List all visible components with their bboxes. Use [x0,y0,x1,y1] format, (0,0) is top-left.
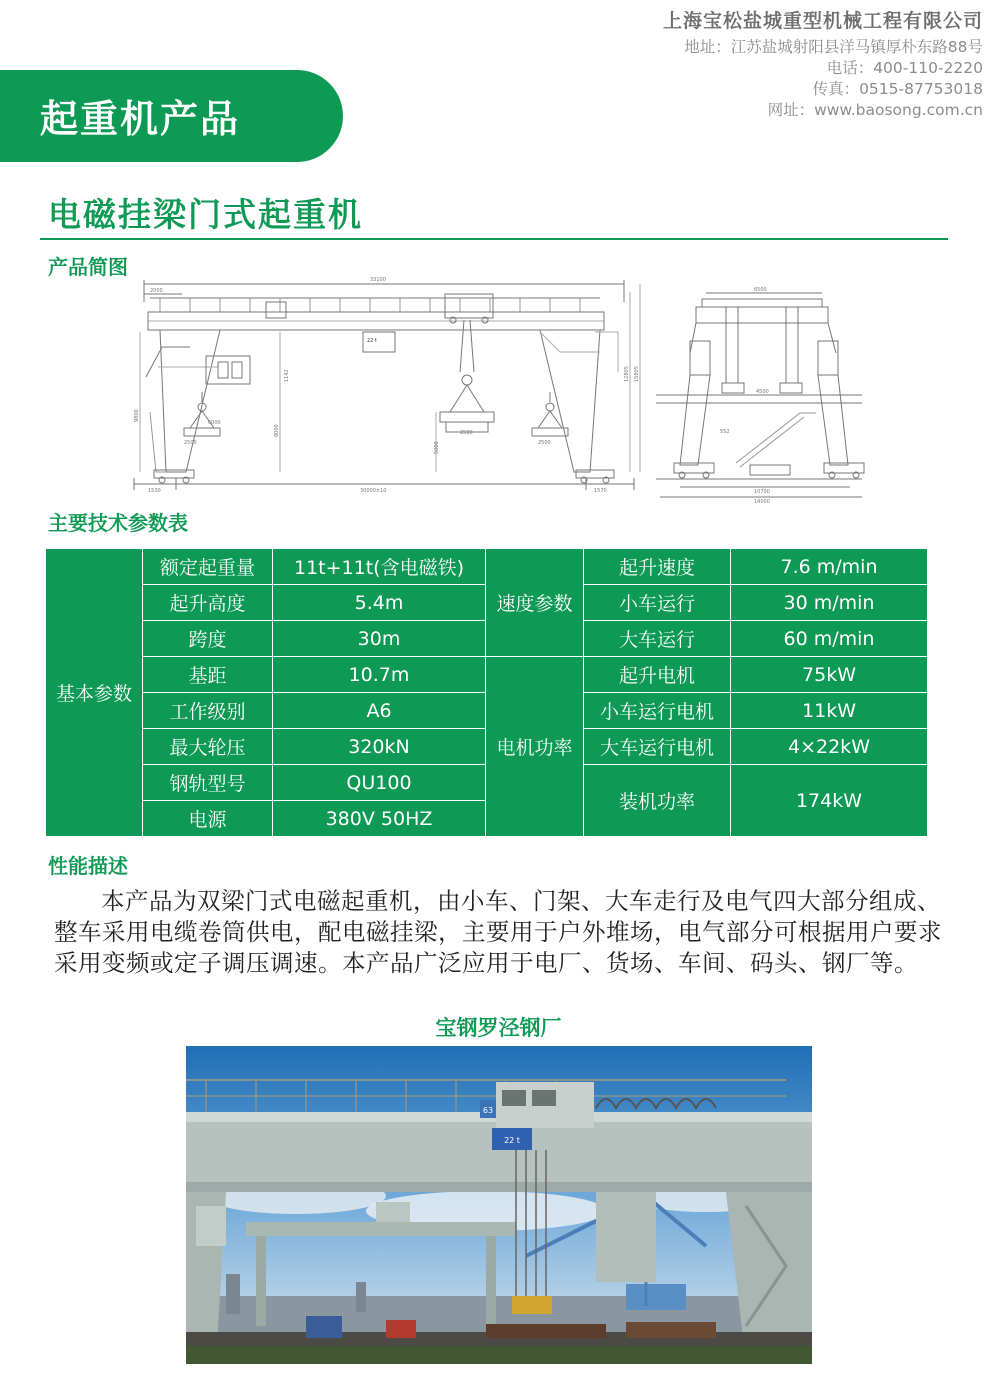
spec-table [45,548,928,837]
spec-label: 小车运行电机 [584,693,731,729]
spec-value: 11kW [731,693,928,729]
front-dim-2500a: 2500 [184,440,197,446]
front-dim-bottom-span: 30000±10 [360,488,387,494]
spec-label: 起升速度 [584,549,731,585]
front-dim-height-right2: 15805 [634,366,640,382]
company-phone: 电话：400-110-2220 [826,59,983,77]
photo-caption: 宝钢罗泾钢厂 [435,1016,562,1040]
front-girder-plate: 22 t [367,338,377,344]
front-dim-height-mid: 1142 [284,369,290,382]
front-dim-height-mid3: 5000 [434,441,440,454]
spec-value: 11t+11t(含电磁铁) [273,549,486,585]
spec-label: 额定起重量 [143,549,273,585]
front-dim-2500b: 2500 [460,430,473,436]
front-dim-2500c: 2500 [538,440,551,446]
front-dim-height-left: 9800 [134,409,140,422]
spec-label: 起升高度 [143,585,273,621]
section-performance-title: 性能描述 [48,854,128,878]
front-dim-height-right: 12805 [624,366,630,382]
crane-number: 63 [482,1106,494,1115]
spec-value: 30 m/min [731,585,928,621]
company-name: 上海宝松盐城重型机械工程有限公司 [662,10,983,32]
spec-value: A6 [273,693,486,729]
front-dim-total: 33100 [370,277,386,283]
spec-label: 大车运行电机 [584,729,731,765]
spec-value: 10.7m [273,657,486,693]
spec-value: 174kW [731,765,928,837]
spec-value: 60 m/min [731,621,928,657]
crane-site-photo [186,1046,812,1364]
title-divider [40,238,948,240]
spec-value: QU100 [273,765,486,801]
side-dim-mid: 4500 [756,389,769,395]
group-basic-cell: 基本参数 [46,549,143,837]
front-dim-height-mid2: 8000 [274,424,280,437]
spec-value: 5.4m [273,585,486,621]
spec-label: 装机功率 [584,765,731,837]
spec-label: 起升电机 [584,657,731,693]
front-dim-bottom-right: 1570 [594,488,607,494]
spec-value: 320kN [273,729,486,765]
product-title: 电磁挂梁门式起重机 [48,195,363,234]
table-row [46,657,928,693]
spec-value: 7.6 m/min [731,549,928,585]
front-dim-bottom-left: 1530 [148,488,161,494]
front-dim-6000: 6000 [208,420,221,426]
spec-label: 工作级别 [143,693,273,729]
section-specs-title: 主要技术参数表 [48,511,188,535]
company-address: 地址：江苏盐城射阳县洋马镇厚朴东路88号 [684,38,983,56]
side-elevation-drawing [650,283,868,505]
spec-label: 小车运行 [584,585,731,621]
spec-label: 基距 [143,657,273,693]
spec-value: 30m [273,621,486,657]
spec-label: 跨度 [143,621,273,657]
side-dim-bottom1: 10700 [754,489,770,495]
performance-description: 本产品为双梁门式电磁起重机，由小车、门架、大车走行及电气四大部分组成、整车采用电缆卷筒供电，配电磁挂梁，主要用于户外堆场，电气部分可根据用户要求采用变频或定子调压调速。本产品广泛应用于电厂、货场、车间、码头、钢厂等。 [54,887,942,977]
group-speed-cell: 速度参数 [486,549,584,657]
table-row [46,549,928,585]
side-dim-top: 6500 [754,287,767,293]
side-dim-bottom2: 14000 [754,499,770,505]
group-power-cell: 电机功率 [486,657,584,837]
spec-label: 大车运行 [584,621,731,657]
spec-value: 380V 50HZ [273,801,486,837]
front-elevation-drawing [120,272,648,504]
spec-label: 最大轮压 [143,729,273,765]
spec-label: 钢轨型号 [143,765,273,801]
category-banner [0,70,343,162]
company-info [663,6,983,121]
company-website: 网址：www.baosong.com.cn [767,101,983,119]
section-diagram-title: 产品简图 [48,255,128,279]
side-dim-left-small: 552 [720,429,730,435]
spec-value: 75kW [731,657,928,693]
company-fax: 传真：0515-87753018 [812,80,983,98]
spec-value: 4×22kW [731,729,928,765]
front-dim-left-over: 2000 [150,288,163,294]
crane-plate: 22 t [504,1136,520,1145]
banner-title: 起重机产品 [40,97,241,141]
spec-label: 电源 [143,801,273,837]
